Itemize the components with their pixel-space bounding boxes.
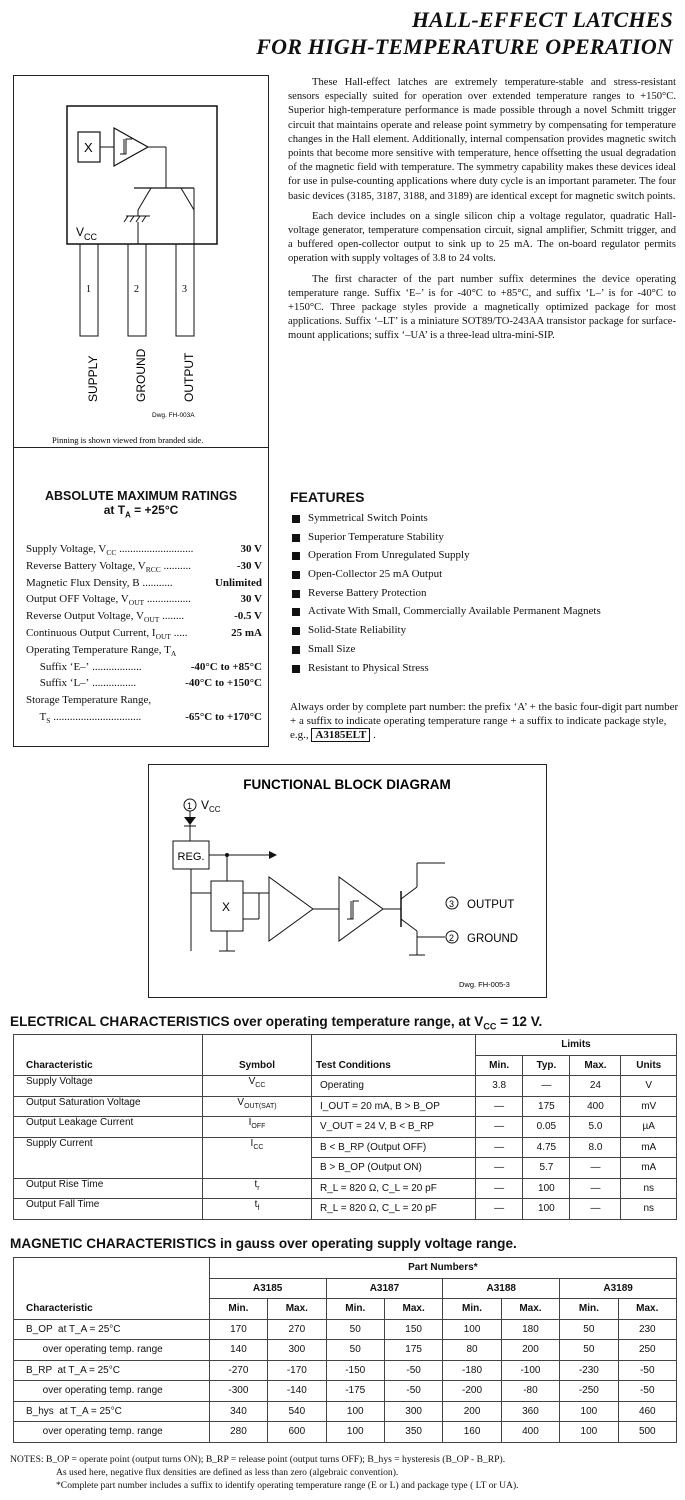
functional-block-diagram — [148, 764, 547, 998]
mc-max-header: Max. — [268, 1299, 326, 1320]
fbd-vcc: $V_{CC}$ — [201, 798, 221, 814]
fbd-pin2: 2 — [449, 933, 455, 943]
amr-row-label: Suffix ‘L–’ — [26, 677, 90, 690]
ec-row — [14, 1076, 677, 1097]
amr-row — [26, 576, 262, 594]
amr-row-label: Magnetic Flux Density, B — [26, 576, 140, 589]
ec-characteristic: Output Rise Time — [14, 1178, 203, 1199]
mc-value: 80 — [443, 1340, 501, 1361]
ec-symbol: $t_r$ — [203, 1178, 312, 1199]
mc-value: -50 — [618, 1360, 676, 1381]
amr-row-leader: ........... — [139, 576, 173, 589]
mc-row — [14, 1319, 677, 1340]
mc-value: 200 — [501, 1340, 559, 1361]
pin-label-supply: SUPPLY — [86, 355, 100, 402]
amr-row-subscript: OUT — [155, 632, 171, 642]
amr-row-label: Output OFF Voltage, V — [26, 593, 129, 606]
mc-title: MAGNETIC CHARACTERISTICS in gauss over operating supply voltage range. — [10, 1236, 517, 1251]
ec-characteristic: Supply Current — [14, 1137, 203, 1178]
ec-max: 8.0 — [570, 1137, 621, 1158]
ec-characteristic: Supply Voltage — [14, 1076, 203, 1097]
amr-row-leader: .................. — [89, 660, 142, 673]
ec-units: mA — [621, 1137, 677, 1158]
mc-value: 160 — [443, 1422, 501, 1443]
amr-row-value: -40°C to +150°C — [185, 677, 262, 690]
mc-row — [14, 1381, 677, 1402]
ec-characteristic: Output Saturation Voltage — [14, 1096, 203, 1117]
note-line-2: As used here, negative flux densities are defined as less than zero (algebraic convention). — [56, 1467, 399, 1478]
amr-row-value: 30 V — [240, 543, 262, 555]
feature-item: Small Size — [292, 643, 601, 662]
ec-units: µA — [621, 1117, 677, 1138]
ec-row — [14, 1096, 677, 1117]
mc-value: -140 — [268, 1381, 326, 1402]
feature-item: Symmetrical Switch Points — [292, 512, 601, 531]
title-line-1: HALL-EFFECT LATCHES — [411, 7, 673, 32]
ec-units: V — [621, 1076, 677, 1097]
mc-part-header: A3188 — [443, 1278, 560, 1299]
ec-header-blank — [14, 1035, 203, 1056]
ec-row — [14, 1117, 677, 1138]
ec-limits-header: Limits — [476, 1035, 677, 1056]
amr-row-leader: .......... — [160, 559, 192, 572]
fbd-pin3: 3 — [449, 899, 455, 909]
mc-value: -100 — [501, 1360, 559, 1381]
amr-row-subscript: OUT — [143, 615, 160, 625]
ec-row — [14, 1199, 677, 1220]
ec-typ: 0.05 — [523, 1117, 570, 1138]
ec-header-cell: Characteristic — [14, 1055, 203, 1076]
mc-part-numbers-header: Part Numbers* — [209, 1258, 676, 1279]
amr-row — [26, 710, 262, 728]
amr-row-subscript: RCC — [145, 564, 161, 574]
mc-value: 600 — [268, 1422, 326, 1443]
ec-header-cell: Max. — [570, 1055, 621, 1076]
mc-value: 100 — [326, 1401, 384, 1422]
mc-value: 300 — [268, 1340, 326, 1361]
mc-value: -200 — [443, 1381, 501, 1402]
mc-value: 250 — [618, 1340, 676, 1361]
ec-condition: I_OUT = 20 mA, B > B_OP — [312, 1096, 476, 1117]
amr-row-label: Storage Temperature Range, — [26, 694, 152, 707]
ec-units: ns — [621, 1199, 677, 1220]
mc-header-blank — [14, 1258, 210, 1279]
electrical-characteristics-table — [13, 1034, 677, 1220]
block-diagram-svg — [149, 765, 546, 997]
mc-value: -300 — [209, 1381, 267, 1402]
amr-row — [26, 676, 262, 694]
amr-row — [26, 559, 262, 577]
mc-row-label: B_hys at T_A = 25°C — [14, 1401, 210, 1422]
intro-paragraph-3: The first character of the part number suffix determines the device operating temperature range. Suffix ‘E–’ is for -40°C to +85°C, and suffix ‘L–’ is for -40°C to +150°C. Three package styles provide a magnetically optimized package for most applications. Suffix ‘–LT’ is a miniature SOT89/TO-243AA transistor package for surface-mount applications; suffix ‘–UA’ is a three-lead ultra-mini-SIP. — [288, 273, 676, 342]
mc-value: 340 — [209, 1401, 267, 1422]
mc-header-blank — [14, 1278, 210, 1299]
ec-typ: 100 — [523, 1178, 570, 1199]
title-line-2: FOR HIGH-TEMPERATURE OPERATION — [256, 34, 673, 59]
amr-row-label: Reverse Output Voltage, V — [26, 610, 144, 623]
mc-value: -50 — [384, 1360, 442, 1381]
ec-header-blank — [203, 1035, 312, 1056]
note-line-1: NOTES: B_OP = operate point (output turns ON); B_RP = release point (output turns OFF); B_hys = hysteresis (B_OP - B_RP). — [10, 1454, 506, 1465]
features-list — [292, 512, 601, 680]
ec-header-cell: Typ. — [523, 1055, 570, 1076]
intro-paragraph-2: Each device includes on a single silicon chip a voltage regulator, quadratic Hall-voltage generator, temperature compensation circuit, signal amplifier, Schmitt trigger, and a buffered open-collector output to sink up to 25 mA. The on-board regulator permits operation with supply voltages of 3.8 to 24 volts. — [288, 210, 676, 265]
mc-value: -150 — [326, 1360, 384, 1381]
amr-row-leader: ........................... — [116, 543, 194, 555]
amr-row — [26, 626, 262, 644]
mc-characteristic-header: Characteristic — [14, 1299, 210, 1320]
mc-value: 400 — [501, 1422, 559, 1443]
ec-units: ns — [621, 1178, 677, 1199]
mc-value: 180 — [501, 1319, 559, 1340]
ec-max: 400 — [570, 1096, 621, 1117]
amr-subtitle: at $T_A = +25^\circ C$ — [103, 503, 179, 520]
ec-condition: R_L = 820 Ω, C_L = 20 pF — [312, 1178, 476, 1199]
ec-condition: B < B_RP (Output OFF) — [312, 1137, 476, 1158]
mc-value: 360 — [501, 1401, 559, 1422]
ec-max: 5.0 — [570, 1117, 621, 1138]
ec-header-cell: Units — [621, 1055, 677, 1076]
ordering-note — [290, 700, 680, 742]
pin-label-ground: GROUND — [134, 348, 148, 402]
feature-item: Open-Collector 25 mA Output — [292, 568, 601, 587]
mc-row — [14, 1340, 677, 1361]
amr-row-label: Reverse Battery Voltage, V — [26, 559, 146, 572]
mc-row-label: over operating temp. range — [14, 1340, 210, 1361]
mc-value: 230 — [618, 1319, 676, 1340]
mc-value: 50 — [560, 1340, 618, 1361]
mc-max-header: Max. — [501, 1299, 559, 1320]
magnetic-characteristics-table — [13, 1257, 677, 1443]
ec-typ: 5.7 — [523, 1158, 570, 1179]
mc-row — [14, 1360, 677, 1381]
amr-row-label: Suffix ‘E–’ — [26, 660, 90, 673]
mc-value: 140 — [209, 1340, 267, 1361]
mc-value: 270 — [268, 1319, 326, 1340]
mc-value: -250 — [560, 1381, 618, 1402]
ec-characteristic: Output Leakage Current — [14, 1117, 203, 1138]
mc-value: -270 — [209, 1360, 267, 1381]
amr-row — [26, 693, 262, 711]
amr-row-value: -30 V — [236, 559, 262, 572]
amr-row-subscript: A — [170, 648, 177, 658]
mc-part-header: A3189 — [560, 1278, 677, 1299]
mc-value: 100 — [560, 1401, 618, 1422]
amr-row — [26, 609, 262, 627]
amr-row-value: -65°C to +170°C — [185, 711, 262, 723]
ec-condition: V_OUT = 24 V, B < B_RP — [312, 1117, 476, 1138]
ec-characteristic: Output Fall Time — [14, 1199, 203, 1220]
ec-header-cell: Symbol — [203, 1055, 312, 1076]
mc-max-header: Max. — [384, 1299, 442, 1320]
ec-max: — — [570, 1178, 621, 1199]
pin-1-number: 1 — [86, 284, 91, 295]
mc-value: 540 — [268, 1401, 326, 1422]
document-title — [256, 6, 673, 60]
fbd-hall-element: X — [222, 900, 231, 914]
amr-row-value: -40°C to +85°C — [190, 660, 262, 673]
amr-row-value: -0.5 V — [234, 610, 262, 623]
ec-condition: R_L = 820 Ω, C_L = 20 pF — [312, 1199, 476, 1220]
ec-condition: B > B_OP (Output ON) — [312, 1158, 476, 1179]
amr-row-subscript: S — [46, 716, 51, 726]
mc-value: 100 — [560, 1422, 618, 1443]
feature-item: Solid-State Reliability — [292, 624, 601, 643]
fbd-ground-label: GROUND — [467, 933, 519, 945]
mc-value: -50 — [384, 1381, 442, 1402]
mc-value: 280 — [209, 1422, 267, 1443]
ec-title: ELECTRICAL CHARACTERISTICS over operating temperature range, at $V_{CC} = 12$ V. — [10, 1014, 543, 1032]
features-title: FEATURES — [290, 489, 365, 505]
pinout-diagram — [14, 76, 268, 448]
ec-min: — — [476, 1137, 523, 1158]
amr-row-leader: ........ — [159, 610, 185, 623]
ec-symbol: $t_f$ — [203, 1199, 312, 1220]
notes — [10, 1453, 680, 1492]
fbd-title: FUNCTIONAL BLOCK DIAGRAM — [243, 777, 451, 792]
mc-value: -50 — [618, 1381, 676, 1402]
mc-part-header: A3187 — [326, 1278, 443, 1299]
ec-header-cell: Test Conditions — [312, 1055, 476, 1076]
amr-row-subscript: CC — [106, 548, 117, 558]
ec-min: 3.8 — [476, 1076, 523, 1097]
amr-row-subscript: OUT — [128, 598, 145, 608]
ec-symbol: $V_{CC}$ — [203, 1076, 312, 1097]
mc-value: -80 — [501, 1381, 559, 1402]
mc-row-label: B_OP at T_A = 25°C — [14, 1319, 210, 1340]
mc-value: 300 — [384, 1401, 442, 1422]
mc-row-label: over operating temp. range — [14, 1381, 210, 1402]
mc-row — [14, 1422, 677, 1443]
mc-min-header: Min. — [326, 1299, 384, 1320]
pin-2-number: 2 — [134, 284, 139, 295]
fbd-regulator: REG. — [177, 851, 205, 863]
amr-row-value: 25 mA — [231, 627, 262, 639]
intro-text — [288, 76, 676, 350]
amr-row-label: Continuous Output Current, I — [26, 627, 156, 639]
ec-condition: Operating — [312, 1076, 476, 1097]
example-part-number: A3185ELT — [311, 728, 370, 742]
hall-element-label: X — [84, 140, 93, 155]
feature-item: Operation From Unregulated Supply — [292, 549, 601, 568]
amr-row-label: Supply Voltage, V — [26, 543, 107, 555]
ec-typ: 100 — [523, 1199, 570, 1220]
mc-min-header: Min. — [443, 1299, 501, 1320]
amr-title: ABSOLUTE MAXIMUM RATINGS — [44, 489, 238, 503]
mc-value: 350 — [384, 1422, 442, 1443]
ec-units: mA — [621, 1158, 677, 1179]
intro-paragraph-1: These Hall-effect latches are extremely temperature-stable and stress-resistant sensors especially suited for operation over extended temperature ranges to +150°C. Superior high-temperature performance is made possible through a novel Schmitt trigger circuit that maintains operate and release point symmetry by compensating for temperature changes in the Hall element. Additionally, internal compensation provides magnetic switch points that become more sensitive with temperature, hence offsetting the usual degradation of the magnetic field with temperature. The symmetry capability makes these devices ideal for use in pulse-counting applications where duty cycle is an important parameter. The four basic devices (3185, 3187, 3188, and 3189) are identical except for magnetic switch points. — [288, 77, 676, 202]
ec-min: — — [476, 1199, 523, 1220]
fbd-pin1: 1 — [187, 801, 193, 811]
fbd-drawing-number: Dwg. FH-005-3 — [459, 980, 510, 989]
ec-min: — — [476, 1117, 523, 1138]
pin-label-output: OUTPUT — [182, 352, 196, 402]
amr-row-leader: ................ — [89, 677, 137, 690]
amr-row-value: Unlimited — [214, 576, 262, 589]
mc-value: -175 — [326, 1381, 384, 1402]
mc-value: 150 — [384, 1319, 442, 1340]
mc-value: 460 — [618, 1401, 676, 1422]
note-line-3: *Complete part number includes a suffix to identify operating temperature range (E or L) and package type ( LT or UA). — [56, 1480, 519, 1491]
pin-3-number: 3 — [182, 284, 187, 295]
mc-min-header: Min. — [560, 1299, 618, 1320]
mc-min-header: Min. — [209, 1299, 267, 1320]
feature-item: Activate With Small, Commercially Available Permanent Magnets — [292, 605, 601, 624]
ec-max: 24 — [570, 1076, 621, 1097]
amr-row-value: 30 V — [240, 593, 262, 606]
pinout-panel — [13, 75, 269, 448]
ec-header-blank — [312, 1035, 476, 1056]
ec-header-cell: Min. — [476, 1055, 523, 1076]
amr-row-leader: ................................ — [50, 711, 142, 723]
vcc-label: $V_{CC}$ — [76, 225, 98, 242]
amr-row-leader: ................ — [144, 593, 191, 606]
mc-value: 200 — [443, 1401, 501, 1422]
mc-row-label: over operating temp. range — [14, 1422, 210, 1443]
absolute-max-ratings-panel — [13, 447, 269, 747]
ec-units: mV — [621, 1096, 677, 1117]
ec-typ: — — [523, 1076, 570, 1097]
mc-max-header: Max. — [618, 1299, 676, 1320]
mc-value: 50 — [326, 1319, 384, 1340]
ordering-text: Always order by complete part number: the prefix ‘A’ + the basic four-digit part number + a suffix to indicate operating temperature range + a suffix to indicate package style, e.g., — [290, 701, 679, 741]
feature-item: Superior Temperature Stability — [292, 531, 601, 550]
feature-item: Resistant to Physical Stress — [292, 662, 601, 681]
amr-row — [26, 643, 262, 661]
mc-row-label: B_RP at T_A = 25°C — [14, 1360, 210, 1381]
mc-value: 50 — [326, 1340, 384, 1361]
amr-row — [26, 660, 262, 678]
ordering-end: . — [370, 729, 376, 741]
fbd-output-label: OUTPUT — [467, 899, 515, 911]
amr-row-label: T — [26, 711, 47, 723]
ec-row — [14, 1178, 677, 1199]
mc-value: -170 — [268, 1360, 326, 1381]
mc-row — [14, 1401, 677, 1422]
mc-value: -230 — [560, 1360, 618, 1381]
ec-row — [14, 1137, 677, 1158]
mc-value: 100 — [326, 1422, 384, 1443]
amr-row — [26, 592, 262, 610]
mc-value: -180 — [443, 1360, 501, 1381]
pinout-caption: Pinning is shown viewed from branded side. — [52, 435, 204, 445]
ec-typ: 4.75 — [523, 1137, 570, 1158]
ec-max: — — [570, 1158, 621, 1179]
ec-max: — — [570, 1199, 621, 1220]
mc-part-header: A3185 — [209, 1278, 326, 1299]
mc-value: 170 — [209, 1319, 267, 1340]
mc-value: 50 — [560, 1319, 618, 1340]
pinout-drawing-number: Dwg. FH-003A — [152, 412, 195, 419]
ec-min: — — [476, 1096, 523, 1117]
ec-symbol: $V_{OUT(SAT)}$ — [203, 1096, 312, 1117]
mc-value: 100 — [443, 1319, 501, 1340]
ec-symbol: $I_{CC}$ — [203, 1137, 312, 1178]
ec-min: — — [476, 1178, 523, 1199]
mc-value: 175 — [384, 1340, 442, 1361]
ec-min: — — [476, 1158, 523, 1179]
ec-typ: 175 — [523, 1096, 570, 1117]
feature-item: Reverse Battery Protection — [292, 587, 601, 606]
amr-row-label: Operating Temperature Range, T — [26, 643, 171, 656]
amr-row-leader: ..... — [170, 627, 188, 639]
amr-row — [26, 542, 262, 560]
ec-symbol: $I_{OFF}$ — [203, 1117, 312, 1138]
mc-value: 500 — [618, 1422, 676, 1443]
